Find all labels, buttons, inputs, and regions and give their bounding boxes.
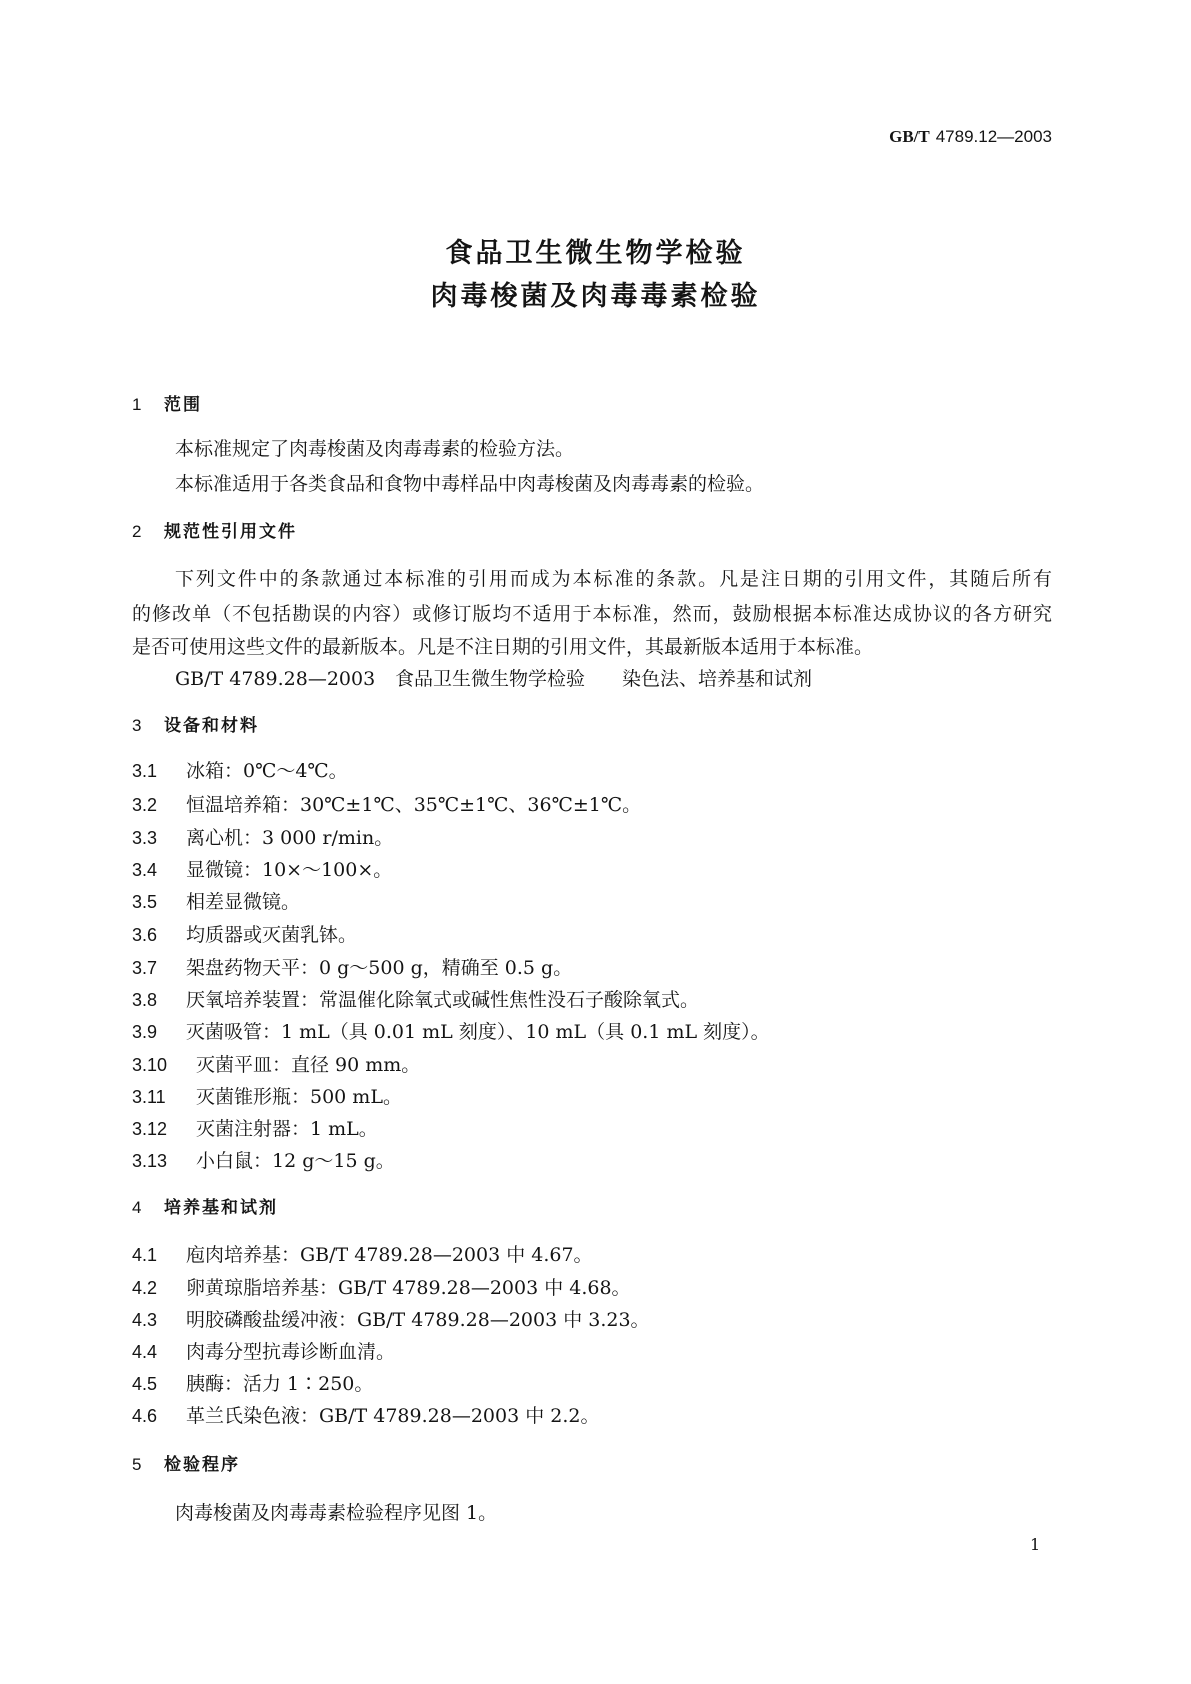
section-4-number: 4 [132,1198,142,1217]
item-number: 3.3 [132,828,158,848]
item-number: 3.10 [132,1055,168,1075]
item-number: 3.12 [132,1119,168,1139]
item-number: 4.1 [132,1245,158,1265]
list-item: 相差显微镜。 [186,891,301,913]
list-item: 离心机：3 000 r/min。 [186,827,394,849]
section-1-number: 1 [132,395,142,414]
list-item: 灭菌平皿：直径 90 mm。 [196,1054,421,1076]
list-item: 厌氧培养装置：常温催化除氧式或碱性焦性没石子酸除氧式。 [186,989,700,1011]
item-number: 4.6 [132,1406,158,1426]
section-2-number: 2 [132,522,142,541]
list-item: 小白鼠：12 g～15 g。 [196,1150,395,1172]
item-number: 3.9 [132,1022,158,1042]
item-number: 3.7 [132,958,158,978]
section-1-paragraph: 本标准适用于各类食品和食物中毒样品中肉毒梭菌及肉毒毒素的检验。 [175,473,765,495]
list-item: 灭菌锥形瓶：500 mL。 [196,1086,402,1108]
list-item: 冰箱：0℃～4℃。 [186,760,348,782]
item-number: 3.8 [132,990,158,1010]
section-5-paragraph: 肉毒梭菌及肉毒毒素检验程序见图 1。 [175,1502,498,1524]
section-1-paragraph: 本标准规定了肉毒梭菌及肉毒毒素的检验方法。 [175,438,575,460]
section-2-paragraph-line: 的修改单（不包括勘误的内容）或修订版均不适用于本标准，然而，鼓励根据本标准达成协议的各方研究 [132,603,1052,625]
section-5-heading: 检验程序 [164,1455,240,1475]
item-number: 3.2 [132,795,158,815]
item-number: 4.3 [132,1310,158,1330]
document-title-line-1: 食品卫生微生物学检验 [445,238,746,269]
section-2-paragraph-line: 下列文件中的条款通过本标准的引用而成为本标准的条款。凡是注日期的引用文件，其随后所有 [175,568,1052,590]
section-2-paragraph-line: 是否可使用这些文件的最新版本。凡是不注日期的引用文件，其最新版本适用于本标准。 [132,636,874,658]
section-5-number: 5 [132,1455,142,1474]
item-number: 3.6 [132,925,158,945]
item-number: 3.13 [132,1151,168,1171]
standard-code-prefix: GB/T [889,127,930,146]
list-item: 明胶磷酸盐缓冲液：GB/T 4789.28—2003 中 3.23。 [186,1309,650,1331]
page-number: 1 [1030,1535,1041,1554]
section-3-number: 3 [132,716,142,735]
item-number: 3.5 [132,892,158,912]
reference-standard-title: 食品卫生微生物学检验 [395,668,586,690]
document-title-line-2: 肉毒梭菌及肉毒毒素检验 [430,281,761,312]
section-3-heading: 设备和材料 [164,716,259,736]
item-number: 4.2 [132,1278,158,1298]
item-number: 4.5 [132,1374,158,1394]
item-number: 4.4 [132,1342,158,1362]
list-item: 灭菌吸管：1 mL（具 0.01 mL 刻度）、10 mL（具 0.1 mL 刻度）。 [186,1021,770,1043]
standard-code-header [889,126,1052,148]
list-item: 庖肉培养基：GB/T 4789.28—2003 中 4.67。 [186,1244,593,1266]
reference-standard-part: 染色法、培养基和试剂 [622,668,813,690]
item-number: 3.1 [132,761,158,781]
list-item: 革兰氏染色液：GB/T 4789.28—2003 中 2.2。 [186,1405,600,1427]
standard-code-number: 4789.12—2003 [935,127,1052,146]
section-2-heading: 规范性引用文件 [164,522,297,542]
item-number: 3.4 [132,860,158,880]
list-item: 显微镜：10×～100×。 [186,859,393,881]
list-item: 卵黄琼脂培养基：GB/T 4789.28—2003 中 4.68。 [186,1277,631,1299]
reference-standard-code: GB/T 4789.28—2003 [175,668,376,690]
list-item: 均质器或灭菌乳钵。 [186,924,358,946]
item-number: 3.11 [132,1087,166,1107]
list-item: 肉毒分型抗毒诊断血清。 [186,1341,396,1363]
section-1-heading: 范围 [164,395,202,415]
list-item: 架盘药物天平：0 g～500 g，精确至 0.5 g。 [186,957,573,979]
list-item: 胰酶：活力 1∶250。 [186,1373,374,1395]
list-item: 恒温培养箱：30℃±1℃、35℃±1℃、36℃±1℃。 [186,794,642,816]
list-item: 灭菌注射器：1 mL。 [196,1118,378,1140]
section-4-heading: 培养基和试剂 [164,1198,278,1218]
